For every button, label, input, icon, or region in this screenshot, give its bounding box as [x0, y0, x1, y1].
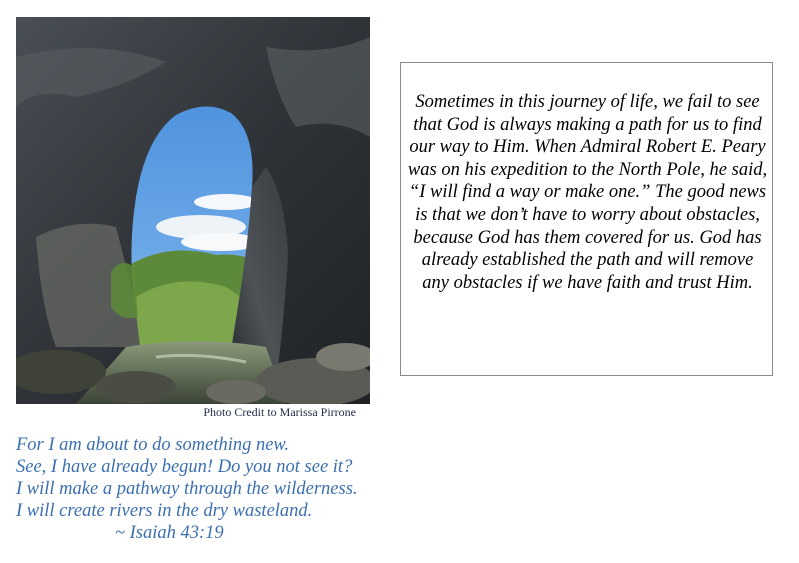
- verse-line: I will create rivers in the dry wasteland.: [16, 501, 313, 521]
- verse-line: See, I have already begun! Do you not see it?: [16, 457, 353, 477]
- cave-arch-image: [16, 17, 370, 404]
- scripture-verse: [16, 434, 396, 544]
- verse-line: For I am about to do something new.: [16, 435, 290, 455]
- verse-line: I will make a pathway through the wilderness.: [16, 479, 358, 499]
- reflection-text-box: [400, 62, 773, 376]
- cave-arch-photo: [16, 17, 370, 404]
- photo-credit-caption: Photo Credit to Marissa Pirrone: [203, 405, 356, 419]
- verse-reference: ~ Isaiah 43:19: [115, 523, 224, 543]
- reflection-text: Sometimes in this journey of life, we fail to see that God is always making a path for us to find our way to Him. When Admiral Robert E. Peary was on his expedition to the North Pole, he said, “I will find a way or make one.” The good news is that we don’t have to worry about obstacles, because God has them covered for us. God has already established the path and will remove any obstacles if we have faith and trust Him.: [407, 92, 768, 293]
